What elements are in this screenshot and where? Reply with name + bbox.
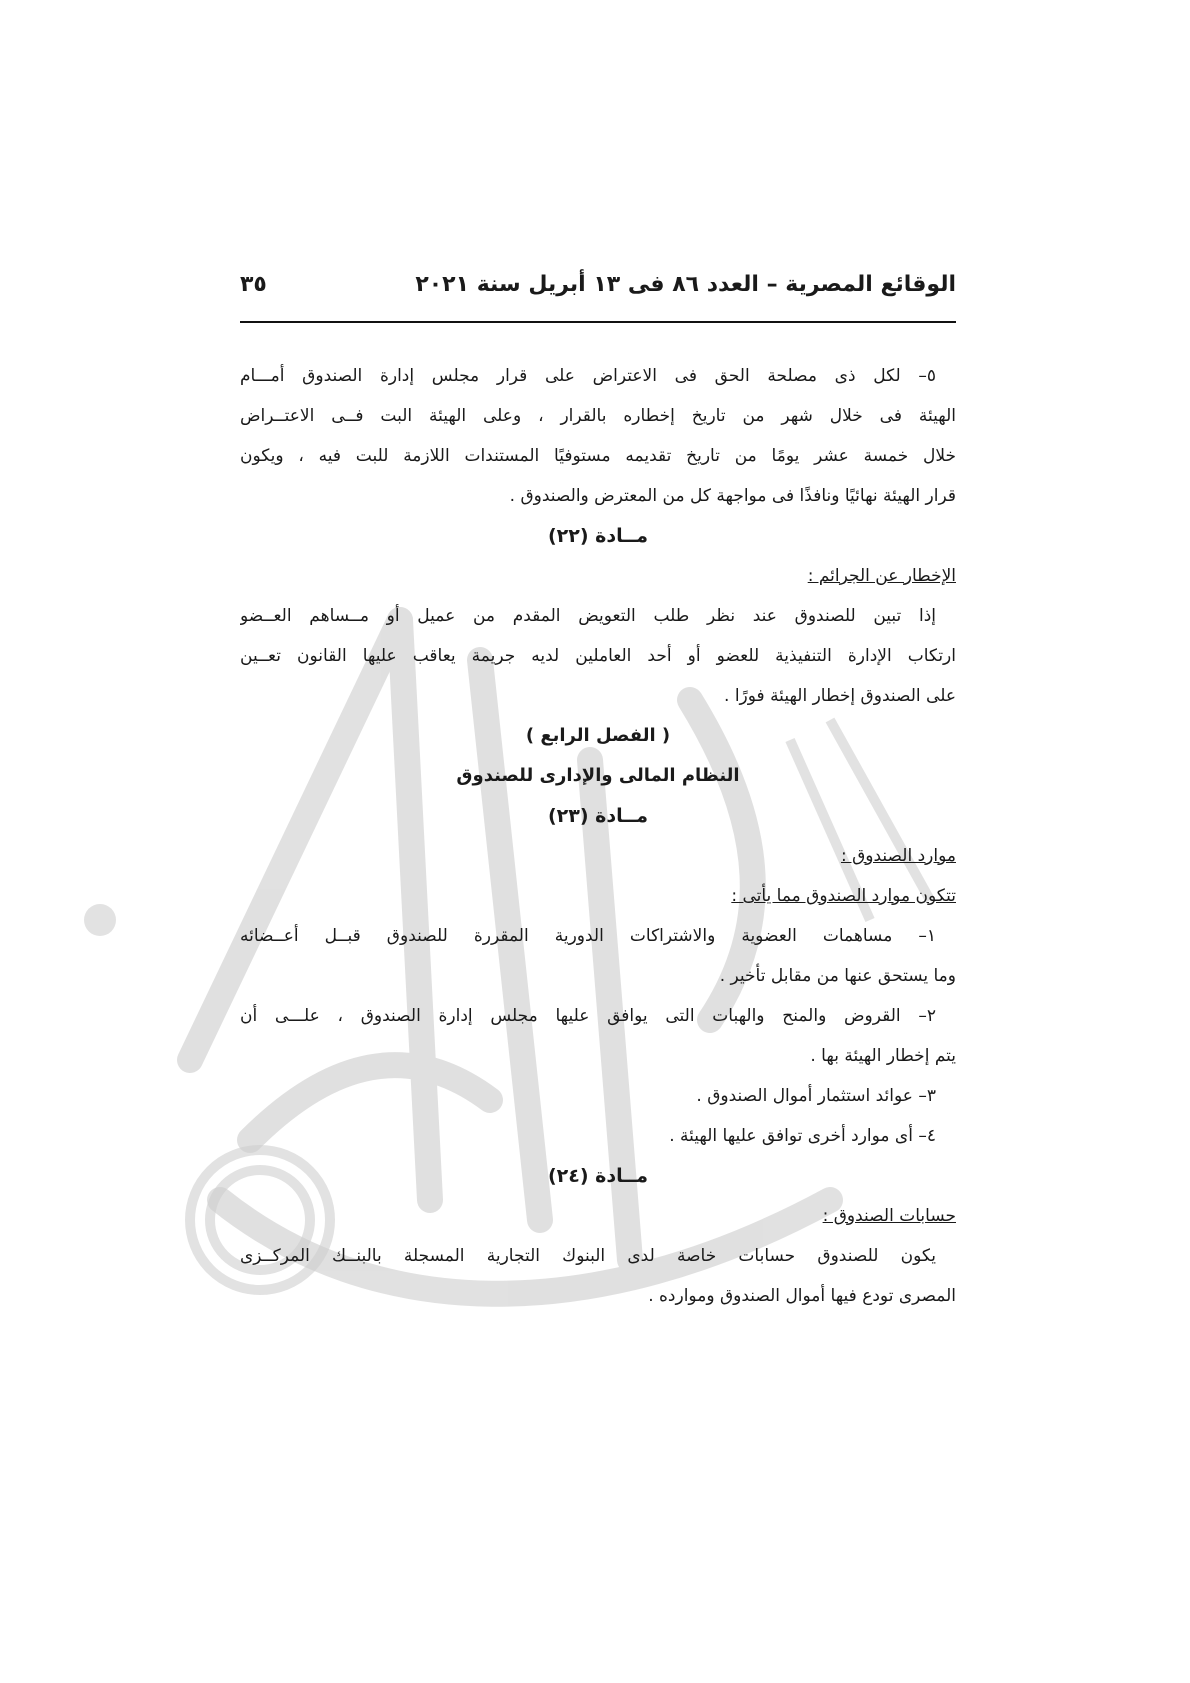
paragraph-line: المصرى تودع فيها أموال الصندوق وموارده . [648, 1286, 956, 1306]
article-heading: مــادة (٢٤) [547, 1165, 649, 1187]
article-heading: مــادة (٢٢) [547, 525, 649, 547]
paragraph-line: ارتكاب الإدارة التنفيذية للعضو أو أحد العاملين لديه جريمة يعاقب عليها القانون تعــين [240, 646, 956, 666]
article-subtitle: الإخطار عن الجرائم : [807, 566, 956, 586]
article-intro: تتكون موارد الصندوق مما يأتى : [731, 886, 956, 906]
paragraph-line: يكون للصندوق حسابات خاصة لدى البنوك التجارية المسجلة بالبنــك المركــزى [240, 1246, 936, 1266]
list-item: ١– مساهمات العضوية والاشتراكات الدورية المقررة للصندوق قبــل أعــضائه [240, 926, 936, 946]
list-item: يتم إخطار الهيئة بها . [810, 1046, 956, 1066]
list-item: ٣– عوائد استثمار أموال الصندوق . [696, 1086, 936, 1106]
paragraph-line: إذا تبين للصندوق عند نظر طلب التعويض المقدم من عميل أو مــساهم العــضو [240, 606, 936, 626]
article-heading: مــادة (٢٣) [547, 805, 649, 827]
list-item: ٤– أى موارد أخرى توافق عليها الهيئة . [669, 1126, 936, 1146]
list-item: ٢– القروض والمنح والهبات التى يوافق عليها مجلس إدارة الصندوق ، علـــى أن [240, 1006, 936, 1026]
gazette-title: الوقائع المصرية – العدد ٨٦ فى ١٣ أبريل سنة ٢٠٢١ [415, 272, 956, 297]
paragraph-line: ٥– لكل ذى مصلحة الحق فى الاعتراض على قرار مجلس إدارة الصندوق أمـــام [240, 366, 936, 386]
chapter-title: النظام المالى والإدارى للصندوق [456, 765, 740, 786]
list-item: وما يستحق عنها من مقابل تأخير . [719, 966, 956, 986]
document-body [240, 356, 956, 1316]
article-subtitle: حسابات الصندوق : [822, 1206, 956, 1226]
page-header [240, 272, 956, 306]
paragraph-line: الهيئة فى خلال شهر من تاريخ إخطاره بالقرار ، وعلى الهيئة البت فــى الاعتــراض [240, 406, 956, 426]
chapter-heading: ( الفصل الرابع ) [525, 725, 671, 746]
article-subtitle: موارد الصندوق : [840, 846, 956, 866]
paragraph-line: خلال خمسة عشر يومًا من تاريخ تقديمه مستوفيًا المستندات اللازمة للبت فيه ، ويكون [240, 446, 956, 466]
page-number: ٣٥ [240, 272, 267, 297]
paragraph-line: على الصندوق إخطار الهيئة فورًا . [724, 686, 956, 706]
paragraph-line: قرار الهيئة نهائيًا ونافذًا فى مواجهة كل من المعترض والصندوق . [509, 486, 956, 506]
header-divider [240, 321, 956, 323]
